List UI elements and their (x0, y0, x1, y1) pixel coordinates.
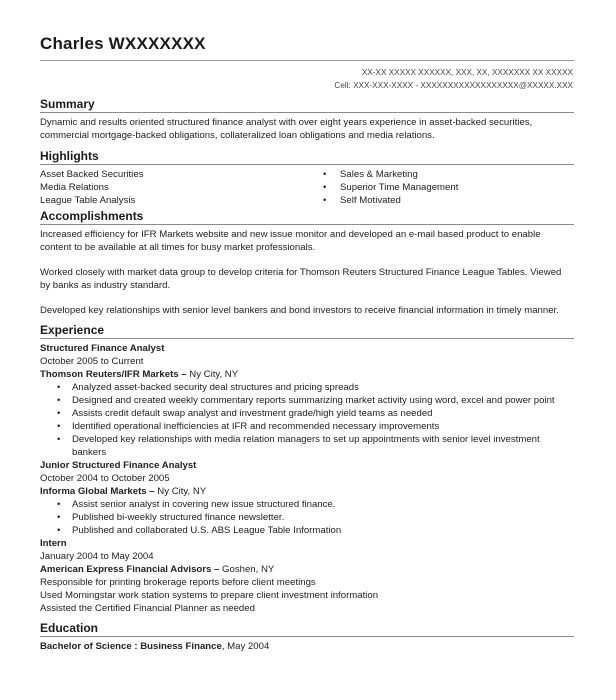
highlight-text: Superior Time Management (340, 182, 459, 193)
job-company (40, 368, 574, 381)
job-line: Responsible for printing brokerage reports before client meetings (40, 577, 316, 588)
bullet-icon: • (57, 499, 61, 510)
resume-content (40, 97, 574, 653)
summary-section (40, 97, 574, 142)
summary-heading: Summary (40, 97, 95, 111)
job-title: Junior Structured Finance Analyst (40, 460, 197, 471)
job-company (40, 563, 574, 576)
highlights-section (40, 149, 574, 207)
contact-address: XX-XX XXXXX XXXXXX, XXX, XX, XXXXXXX XX XXXXX (361, 68, 573, 77)
highlights-left-column (40, 168, 323, 207)
bullet-text: Designed and created weekly commentary reports summarizing market activity using word, excel and power point (72, 395, 555, 406)
company-name: Informa Global Markets (40, 486, 147, 497)
job-dates: October 2004 to October 2005 (40, 473, 170, 484)
job-line: Used Morningstar work station systems to prepare client investment information (40, 590, 379, 601)
education-entry (40, 640, 574, 653)
experience-divider (40, 338, 574, 339)
education-degree: Bachelor of Science : Business Finance (40, 641, 222, 652)
job-bullet (40, 498, 574, 511)
candidate-name: Charles WXXXXXXX (40, 34, 206, 53)
company-separator: – (178, 369, 190, 380)
summary-text: Dynamic and results oriented structured finance analyst with over eight years experience in asset-backed securities, commercial mortgage-backed obligations, collateralized loan obligations and media relations. (40, 117, 533, 141)
company-name: Thomson Reuters/IFR Markets (40, 369, 179, 380)
education-date: , May 2004 (221, 641, 270, 652)
job-bullet (40, 407, 574, 420)
paragraph-gap (40, 292, 574, 304)
job-bullet (40, 511, 574, 524)
experience-heading: Experience (40, 323, 105, 337)
job-entry (40, 342, 574, 459)
bullet-icon: • (57, 395, 61, 406)
highlight-item (323, 168, 458, 181)
education-section (40, 621, 574, 653)
highlight-text: Sales & Marketing (340, 169, 418, 180)
job-dates: October 2005 to Current (40, 356, 144, 367)
company-location: Goshen, NY (222, 564, 275, 575)
job-line: Assisted the Certified Financial Planner as needed (40, 603, 255, 614)
highlights-divider (40, 164, 574, 165)
job-dates: January 2004 to May 2004 (40, 551, 154, 562)
header-divider (40, 60, 574, 61)
accomplishments-divider (40, 224, 574, 225)
contact-block (334, 66, 573, 92)
company-separator: – (146, 486, 158, 497)
company-location: Ny City, NY (189, 369, 239, 380)
job-title: Intern (40, 538, 67, 549)
job-bullets (40, 498, 574, 537)
accomplishment-text: Worked closely with market data group to develop criteria for Thomson Reuters Structured Finance League Tables. Viewed by banks as industry standard. (40, 267, 562, 291)
bullet-icon: • (57, 408, 61, 419)
experience-section (40, 323, 574, 615)
accomplishment-text: Increased efficiency for IFR Markets website and new issue monitor and developed an e-mail based product to enable content to be available at all times for busy market professionals. (40, 229, 541, 253)
company-name: American Express Financial Advisors (40, 564, 212, 575)
bullet-text: Assist senior analyst in covering new issue structured finance. (72, 499, 336, 510)
job-bullet (40, 381, 574, 394)
summary-divider (40, 112, 574, 113)
job-bullet (40, 420, 574, 433)
highlights-right-column (323, 168, 458, 207)
paragraph-gap (40, 254, 574, 266)
highlight-item (323, 181, 458, 194)
job-company (40, 485, 574, 498)
highlight-item (323, 194, 458, 207)
job-bullet (40, 433, 574, 459)
contact-cell: Cell: XXX-XXX-XXXX - XXXXXXXXXXXXXXXXXX@XXXXX.XXX (334, 81, 573, 90)
bullet-text: Analyzed asset-backed security deal structures and pricing spreads (72, 382, 359, 393)
job-entry (40, 459, 574, 537)
education-heading: Education (40, 621, 99, 635)
bullet-icon: • (323, 169, 327, 180)
bullet-text: Published and collaborated U.S. ABS League Table Information (72, 525, 342, 536)
accomplishment-text: Developed key relationships with senior level bankers and bond investors to receive financial information in timely manner. (40, 305, 559, 316)
bullet-text: Developed key relationships with media relation managers to set up appointments with senior level investment bankers (72, 434, 540, 458)
job-bullets (40, 381, 574, 459)
highlights-list (40, 168, 574, 207)
education-divider (40, 636, 574, 637)
bullet-text: Published bi-weekly structured finance newsletter. (72, 512, 285, 523)
bullet-icon: • (57, 512, 61, 523)
job-bullet (40, 394, 574, 407)
highlights-heading: Highlights (40, 149, 99, 163)
bullet-icon: • (57, 382, 61, 393)
bullet-icon: • (323, 182, 327, 193)
bullet-text: Assists credit default swap analyst and investment grade/high yield teams as needed (72, 408, 433, 419)
highlight-item: Asset Backed Securities (40, 169, 144, 180)
highlight-text: Self Motivated (340, 195, 401, 206)
bullet-icon: • (57, 434, 61, 445)
job-bullet (40, 524, 574, 537)
bullet-icon: • (57, 421, 61, 432)
job-entry (40, 537, 574, 615)
job-title: Structured Finance Analyst (40, 343, 165, 354)
bullet-icon: • (57, 525, 61, 536)
company-location: Ny City, NY (157, 486, 207, 497)
company-separator: – (211, 564, 223, 575)
bullet-text: Identified operational inefficiencies at IFR and recommended necessary improvements (72, 421, 440, 432)
highlight-item: Media Relations (40, 182, 109, 193)
accomplishments-heading: Accomplishments (40, 209, 144, 223)
bullet-icon: • (323, 195, 327, 206)
highlight-item: League Table Analysis (40, 195, 136, 206)
accomplishments-section (40, 209, 574, 317)
